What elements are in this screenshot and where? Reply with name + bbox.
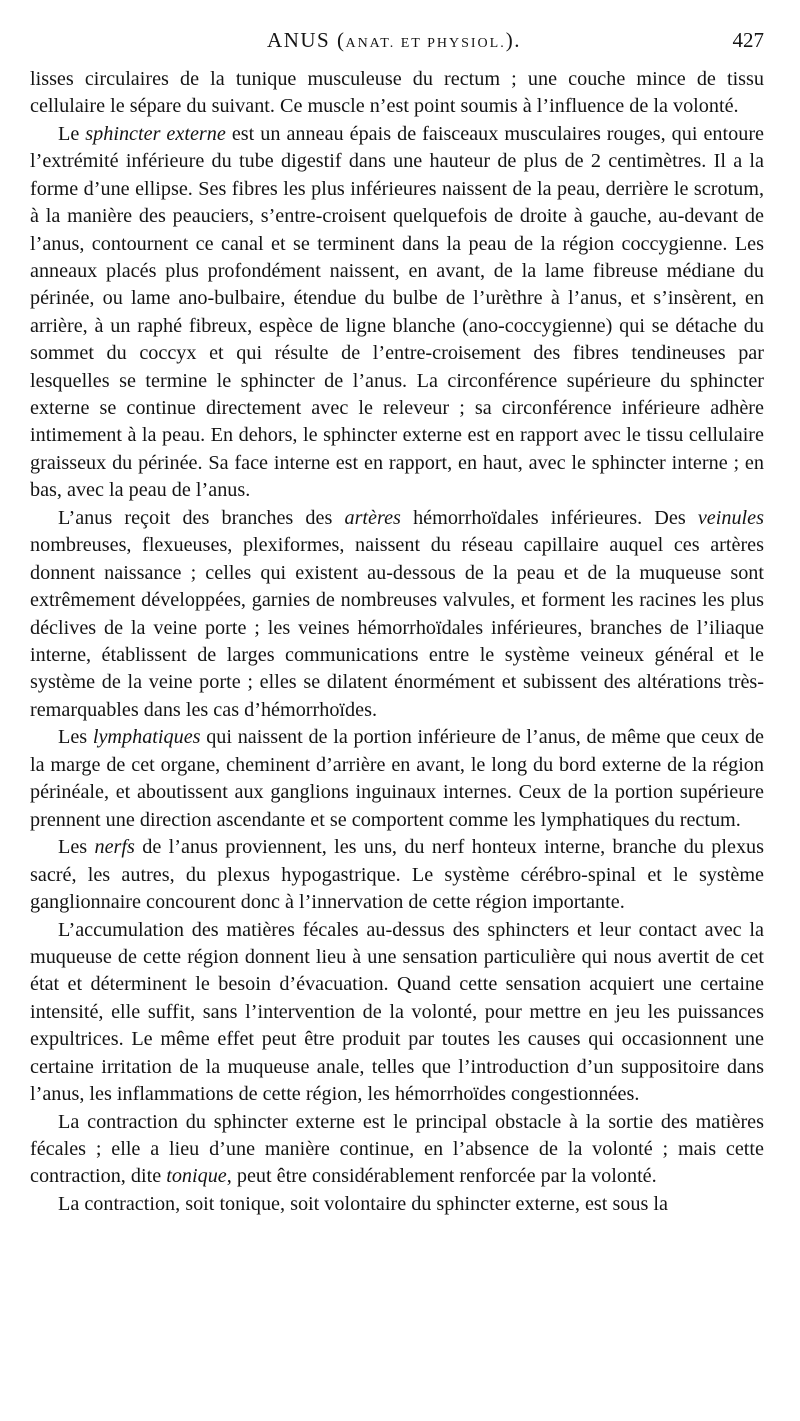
running-title (24, 28, 764, 53)
body-text (30, 66, 764, 1218)
italic-term: sphincter externe (85, 123, 226, 145)
text-run: Le (58, 123, 86, 145)
paragraph (30, 1109, 764, 1191)
text-run: La contraction, soit tonique, soit volontaire du sphincter externe, est sous la (58, 1192, 668, 1215)
running-title-small-caps: ANAT. ET PHYSIOL. (345, 36, 506, 51)
running-title-end: ). (505, 28, 521, 52)
paragraph (30, 1191, 764, 1218)
text-run: qui naissent de la portion inférieure de l’anus, de même que ceux de la marge de cet organe, cheminent d’arrière en avant, le long du bord externe de la région périnéale, et aboutissent aux ganglions inguinaux internes. Ceux de la portion supérieure prennent une direction ascendante et se comportent comme les lymphatiques du rectum. (30, 726, 764, 831)
text-run: L’accumulation des matières fécales au-dessus des sphincters et leur contact avec la muqueuse de cette région donnent lieu à une sensation particulière qui nous avertit de cet état et déterminent le besoin d’évacuation. Quand cette sensation acquiert une certaine intensité, elle suffit, sans l’intervention de la volonté, pour mettre en jeu les puissances expultrices. Le même effet peut être produit par toutes les causes qui occasionnent une certaine irritation de la muqueuse anale, telles que l’introduction d’un suppositoire dans l’anus, les inflammations de cette région, les hémorrhoïdes congestionnées. (30, 918, 764, 1105)
text-run: L’anus reçoit des branches des (58, 506, 345, 529)
italic-term: lymphatiques (92, 726, 201, 749)
paragraph (30, 505, 764, 724)
running-header (24, 28, 764, 60)
paragraph (30, 66, 764, 121)
paragraph (30, 121, 764, 505)
italic-term: tonique (166, 1165, 227, 1188)
text-run: Les (58, 836, 95, 859)
paragraph (30, 724, 764, 834)
text-run: est un anneau épais de faisceaux musculaires rouges, qui entoure l’extrémité inférieure du tube digestif dans une hauteur de plus de 2 centimètres. Il a la forme d’une ellipse. Ses fibres les plus inférieures naissent de la peau, derrière le scrotum, à la manière des peauciers, s’entre-croisent quelquefois de droite à gauche, au-devant de l’anus, contournent ce canal et se terminent dans la peau de la région coccygienne. Les anneaux placés plus profondément naissent, en avant, de la lame fibreuse médiane du périnée, ou lame ano-bulbaire, étendue du bulbe de l’urèthre à l’anus, et s’insèrent, en arrière, à un raphé fibreux, espèce de ligne blanche (ano-coccygienne) qui se détache du sommet du coccyx et qui résulte de l’entre-croisement des fibres tendineuses par lesquelles se termine le sphincter de l’anus. La circonférence supérieure du sphincter externe se continue directement avec le releveur ; sa circonférence inférieure adhère intimement à la peau. En dehors, le sphincter externe est en rapport avec le tissu cellulaire graisseux du périnée. Sa face interne est en rapport, en haut, avec le sphincter interne ; en bas, avec la peau de l’anus. (30, 123, 764, 502)
text-run: lisses circulaires de la tunique musculeuse du rectum ; une couche mince de tissu cellulaire le sépare du suivant. Ce muscle n’est point soumis à l’influence de la volonté. (30, 68, 764, 118)
text-run: , peut être considérablement renforcée par la volonté. (226, 1165, 657, 1188)
text-run: de l’anus proviennent, les uns, du nerf honteux interne, branche du plexus sacré, les autres, du plexus hypogastrique. Le système cérébro-spinal et le système ganglionnaire concourent donc à l’innervation de cette région importante. (30, 836, 764, 913)
text-run: Les (58, 726, 93, 749)
italic-term: veinules (697, 506, 764, 529)
italic-term: nerfs (94, 836, 135, 859)
paragraph (30, 917, 764, 1109)
text-run: nombreuses, flexueuses, plexiformes, naissent du réseau capillaire auquel ces artères donnent naissance ; celles qui existent au-dessous de la peau et de la muqueuse sont extrêmement développées, garnies de nombreuses valvules, et forment les racines les plus déclives de la veine porte ; les veines hémorrhoïdales inférieures, branches de l’iliaque interne, établissent de larges communications entre le système veineux général et le système de la veine porte ; elles se dilatent énormément et subissent des altérations très-remarquables dans les cas d’hémorrhoïdes. (30, 534, 764, 721)
text-run: hémorrhoïdales inférieures. Des (400, 506, 698, 529)
italic-term: artères (344, 506, 401, 529)
page-number: 427 (732, 28, 764, 52)
running-title-main: ANUS ( (267, 28, 346, 52)
paragraph (30, 834, 764, 916)
text-run: La contraction du sphincter externe est le principal obstacle à la sortie des matières fécales ; elle a lieu d’une manière continue, en l’absence de la volonté ; mais cette contraction, dite (30, 1110, 764, 1188)
